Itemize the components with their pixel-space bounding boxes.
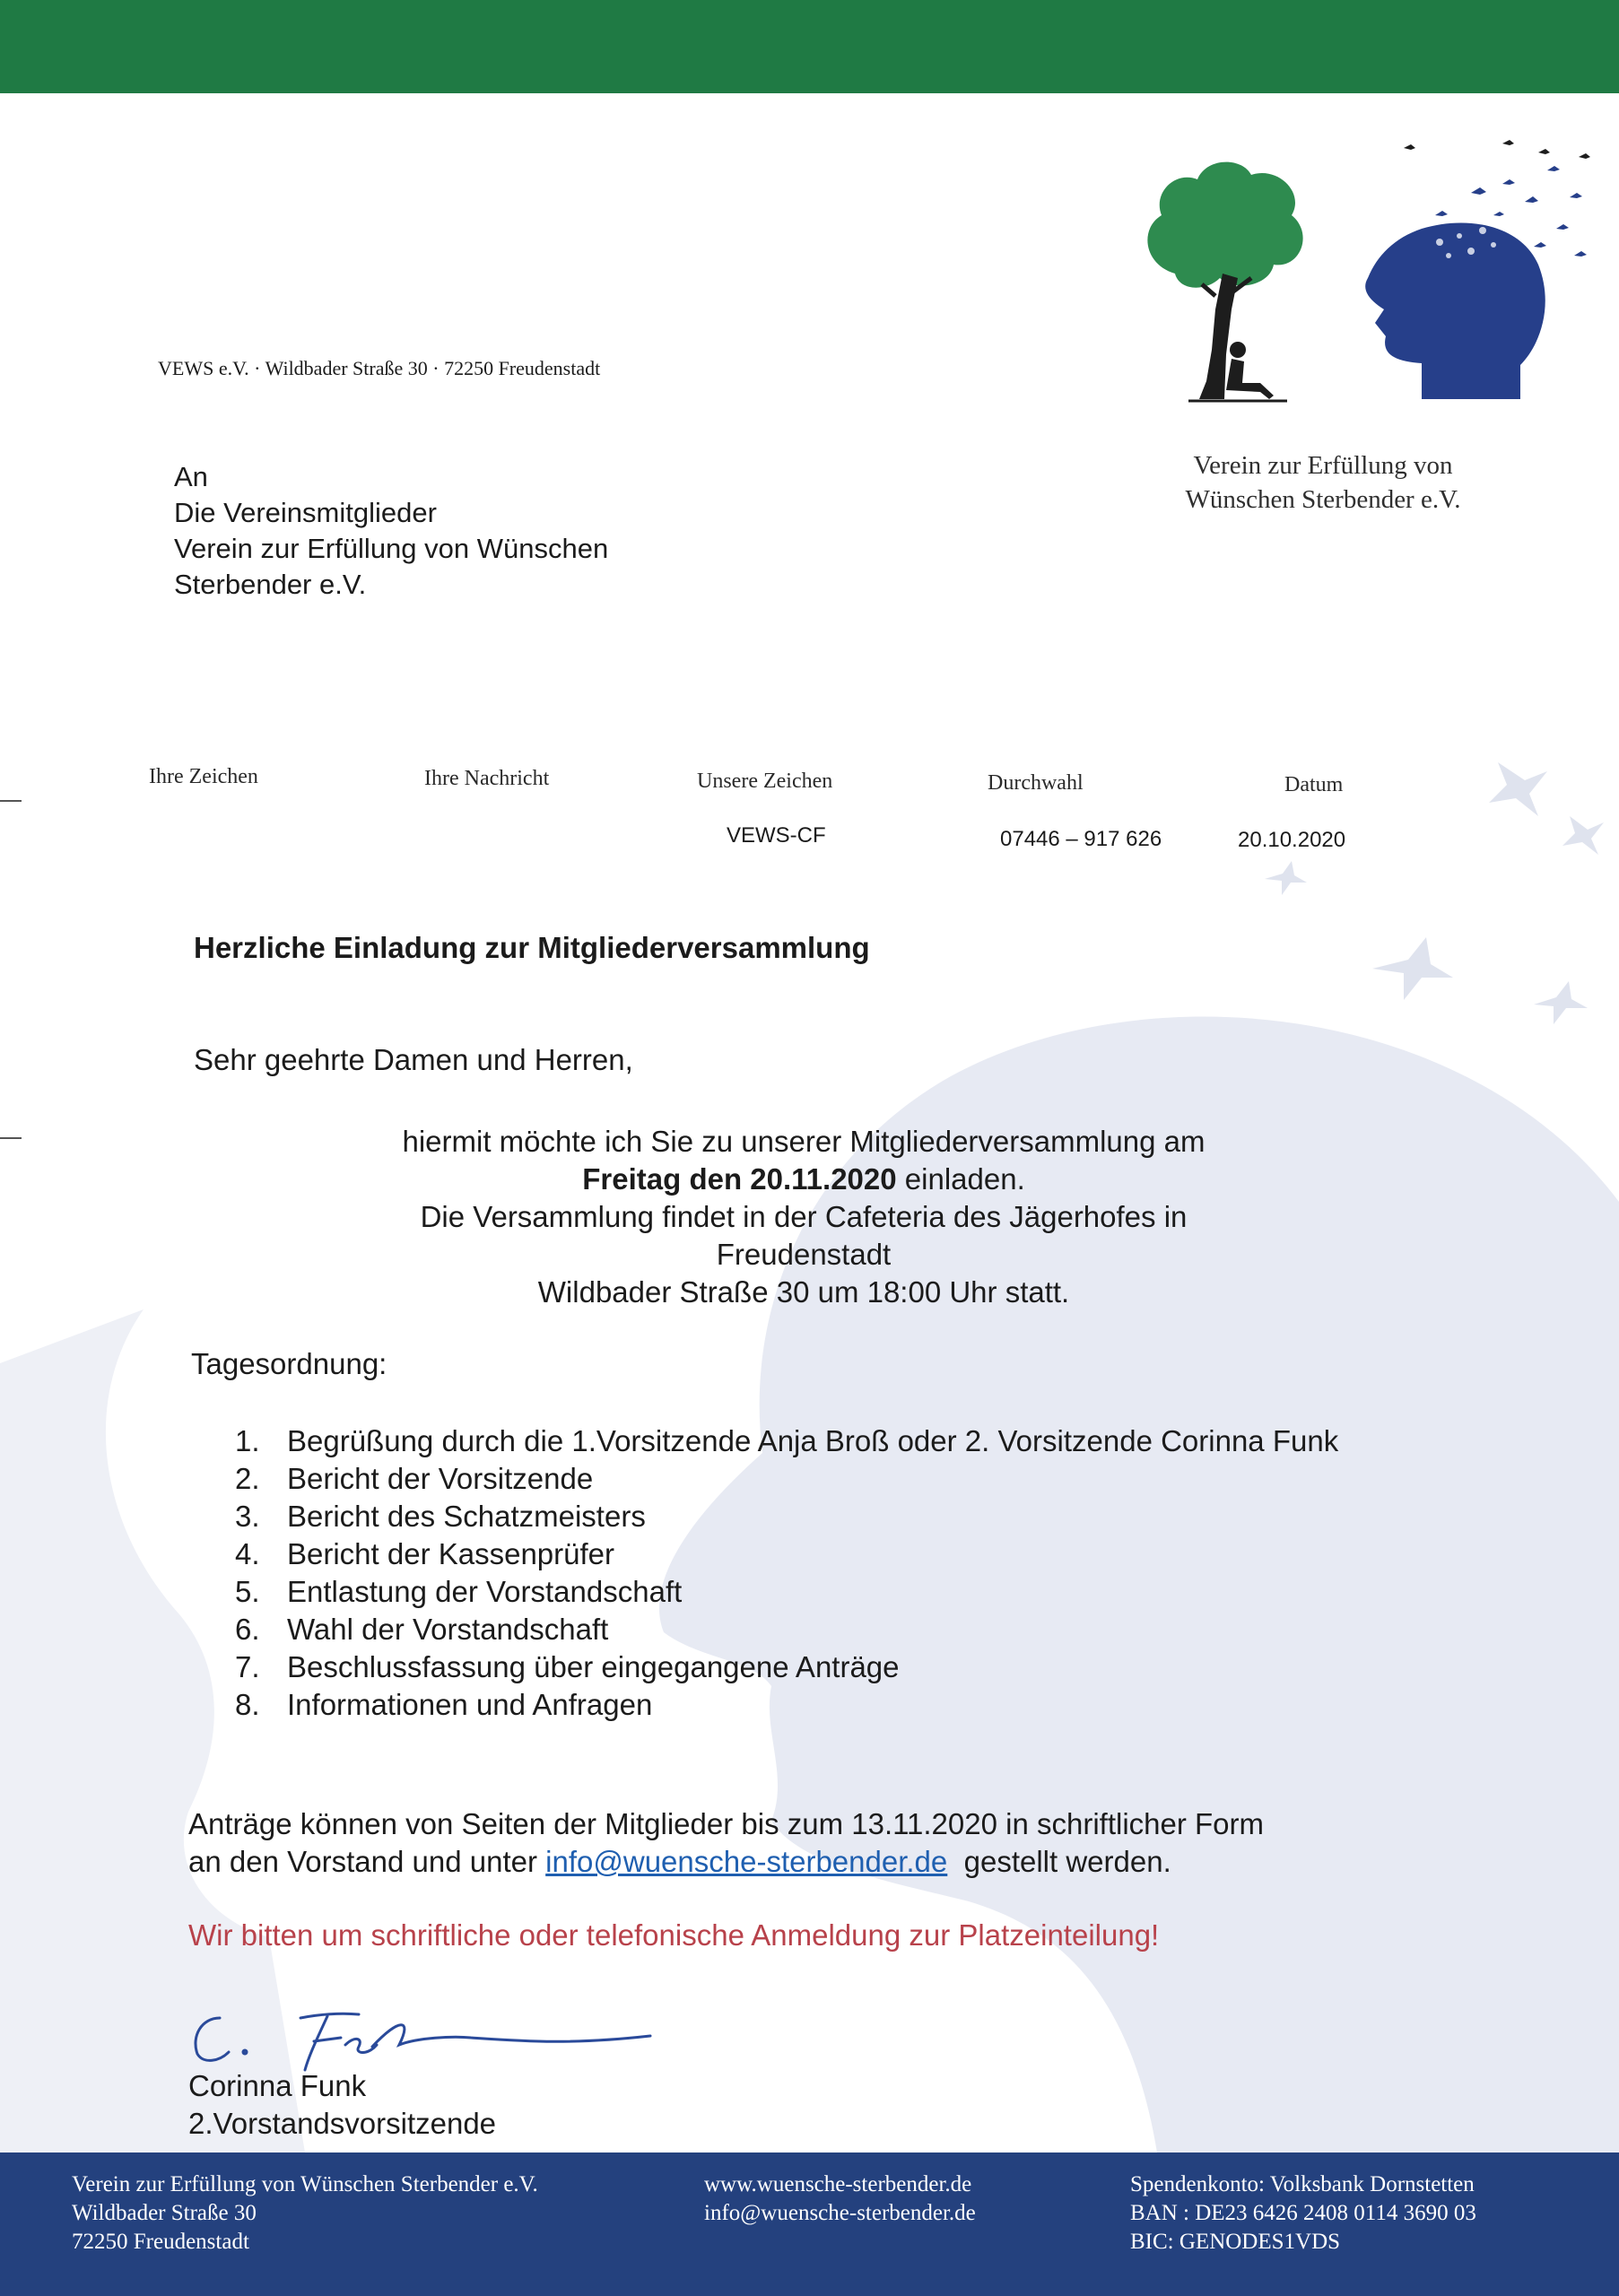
agenda-item <box>235 1422 1435 1460</box>
footer-address <box>72 2170 538 2257</box>
meeting-date: Freitag den 20.11.2020 <box>582 1162 897 1196</box>
motions-line: Anträge können von Seiten der Mitglieder bis zum 13.11.2020 in schriftlicher Form <box>188 1807 1265 1840</box>
logo-caption <box>1112 448 1534 517</box>
ref-value-datum: 20.10.2020 <box>1238 828 1346 852</box>
footer-bank-line: BIC: GENODES1VDS <box>1130 2230 1341 2254</box>
agenda-item-text: Bericht der Vorsitzende <box>287 1462 594 1495</box>
agenda-item <box>235 1535 1435 1573</box>
ref-label-durchwahl: Durchwahl <box>988 771 1084 795</box>
agenda-item <box>235 1498 1435 1535</box>
footer-bank <box>1130 2170 1476 2257</box>
agenda-item-text: Bericht der Kassenprüfer <box>287 1537 615 1570</box>
agenda-item-number: 1. <box>235 1424 260 1457</box>
agenda-title: Tagesordnung: <box>191 1347 387 1380</box>
agenda-item-number: 4. <box>235 1537 260 1570</box>
recipient-block <box>174 459 608 603</box>
agenda-item-text: Informationen und Anfragen <box>287 1688 653 1721</box>
footer-website-link[interactable]: www.wuensche-sterbender.de <box>704 2172 972 2196</box>
invitation-line: hiermit möchte ich Sie zu unserer Mitgliederversammlung am <box>402 1125 1206 1158</box>
invitation-line: Freudenstadt <box>716 1238 892 1271</box>
salutation: Sehr geehrte Damen und Herren, <box>194 1043 633 1076</box>
fold-mark-top <box>0 800 22 802</box>
agenda-item-text: Begrüßung durch die 1.Vorsitzende Anja Broß oder 2. Vorsitzende Corinna Funk <box>287 1424 1339 1457</box>
agenda-item <box>235 1611 1435 1648</box>
agenda-item-number: 2. <box>235 1462 260 1495</box>
logo-caption-line: Wünschen Sterbender e.V. <box>1185 485 1461 514</box>
invitation-line <box>283 1161 1324 1198</box>
agenda-item-number: 3. <box>235 1500 260 1533</box>
signatory <box>188 2067 496 2143</box>
recipient-line: Verein zur Erfüllung von Wünschen <box>174 533 609 564</box>
registration-notice: Wir bitten um schriftliche oder telefonische Anmeldung zur Platzeinteilung! <box>188 1918 1160 1952</box>
ref-label-unsere-zeichen: Unsere Zeichen <box>697 770 833 793</box>
ref-label-ihre-zeichen: Ihre Zeichen <box>149 765 258 788</box>
ref-value-unsere-zeichen: VEWS-CF <box>727 823 826 848</box>
agenda-item-text: Bericht des Schatzmeisters <box>287 1500 646 1533</box>
agenda-item <box>235 1460 1435 1498</box>
invitation-line-rest: einladen. <box>896 1162 1025 1196</box>
agenda-item-text: Entlastung der Vorstandschaft <box>287 1575 683 1608</box>
footer-web <box>704 2170 976 2228</box>
recipient-line: Die Vereinsmitglieder <box>174 497 437 528</box>
agenda-item <box>235 1573 1435 1611</box>
footer-address-line: 72250 Freudenstadt <box>72 2230 249 2254</box>
signatory-role: 2.Vorstandsvorsitzende <box>188 2107 497 2140</box>
ref-label-ihre-nachricht: Ihre Nachricht <box>424 767 550 790</box>
footer-email-link[interactable]: info@wuensche-sterbender.de <box>704 2201 976 2225</box>
email-link[interactable]: info@wuensche-sterbender.de <box>545 1845 948 1878</box>
ref-value-durchwahl: 07446 – 917 626 <box>1000 827 1162 851</box>
fold-mark-bottom <box>0 1137 22 1139</box>
motions-line-pre: an den Vorstand und unter <box>188 1845 546 1878</box>
agenda-item-number: 5. <box>235 1575 260 1608</box>
organization-logo-icon <box>1126 130 1592 444</box>
motions-paragraph <box>188 1805 1264 1881</box>
footer-address-line: Verein zur Erfüllung von Wünschen Sterbender e.V. <box>72 2172 538 2196</box>
signatory-name: Corinna Funk <box>188 2069 367 2102</box>
agenda-item-number: 8. <box>235 1688 260 1721</box>
handwritten-signature-icon <box>184 1982 668 2081</box>
footer-address-line: Wildbader Straße 30 <box>72 2201 257 2225</box>
letter-subject: Herzliche Einladung zur Mitgliederversammlung <box>194 931 870 964</box>
background-birds-watermark-icon <box>1211 735 1619 1094</box>
motions-line-post: gestellt werden. <box>947 1845 1171 1878</box>
recipient-line: Sterbender e.V. <box>174 569 367 600</box>
agenda-item <box>235 1648 1435 1686</box>
agenda-item <box>235 1686 1435 1724</box>
logo-caption-line: Verein zur Erfüllung von <box>1193 451 1453 480</box>
agenda-item-text: Wahl der Vorstandschaft <box>287 1613 609 1646</box>
invitation-text <box>283 1123 1324 1311</box>
agenda-item-number: 6. <box>235 1613 260 1646</box>
ref-label-datum: Datum <box>1284 773 1344 796</box>
footer-bank-line: BAN : DE23 6426 2408 0114 3690 03 <box>1130 2201 1476 2225</box>
agenda-list <box>235 1422 1435 1724</box>
motions-line <box>188 1843 1264 1881</box>
recipient-line: An <box>174 461 208 492</box>
agenda-item-number: 7. <box>235 1650 260 1683</box>
invitation-line: Wildbader Straße 30 um 18:00 Uhr statt. <box>537 1275 1070 1309</box>
footer-bank-line: Spendenkonto: Volksbank Dornstetten <box>1130 2172 1475 2196</box>
sender-address-line: VEWS e.V. · Wildbader Straße 30 · 72250 Freudenstadt <box>158 357 601 379</box>
invitation-line: Die Versammlung findet in der Cafeteria des Jägerhofes in <box>420 1200 1188 1233</box>
agenda-item-text: Beschlussfassung über eingegangene Anträge <box>287 1650 900 1683</box>
top-green-bar <box>0 0 1619 93</box>
